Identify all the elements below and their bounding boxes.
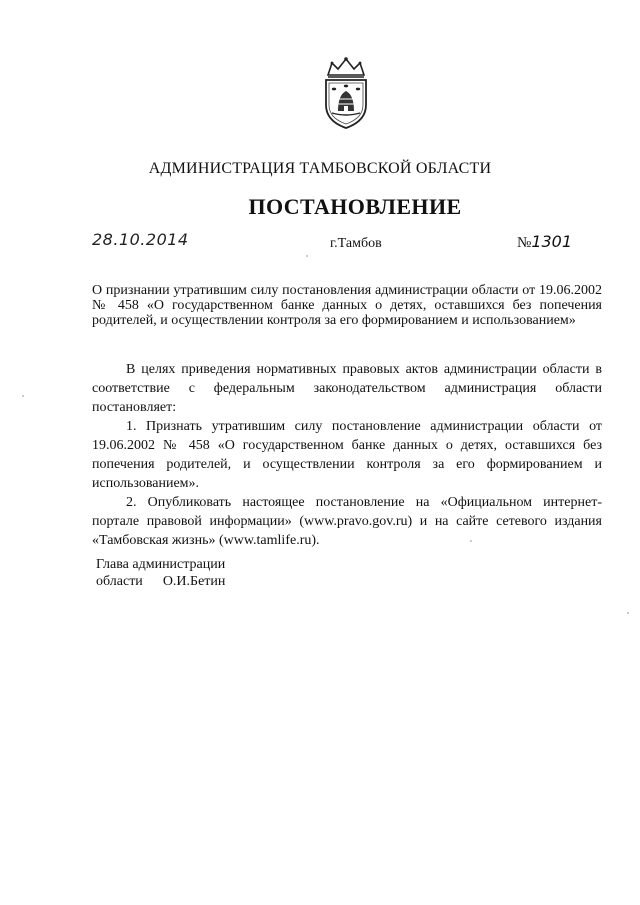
document-type-title: ПОСТАНОВЛЕНИЕ [248, 194, 462, 219]
body-item-1: 1. Признать утратившим силу постановление администрации области от 19.06.2002 № 458 «О государственном банке данных о детях, оставшихся без попечения родителей, и осуществлении контроля за его формированием и использованием». [92, 419, 602, 491]
scan-speck [627, 612, 629, 614]
document-subject: О признании утратившим силу постановления администрации области от 19.06.2002 № 458 «О государственном банке данных о детях, оставшихся без попечения родителей, и осуществлении контроля за его формированием и использованием» [92, 283, 602, 328]
organization-title: АДМИНИСТРАЦИЯ ТАМБОВСКОЙ ОБЛАСТИ [148, 160, 492, 177]
document-body [92, 360, 602, 550]
signature-block [96, 556, 225, 590]
scan-speck [470, 540, 472, 542]
coat-of-arms-icon [318, 55, 374, 131]
document-date: 28.10.2014 [92, 230, 189, 249]
signature-title-line2: области [96, 574, 143, 589]
document-city: г.Тамбов [330, 236, 382, 251]
signature-name: О.И.Бетин [162, 574, 226, 589]
signature-title-line1: Глава администрации [96, 557, 226, 572]
scan-speck [22, 395, 24, 397]
number-value: 1301 [531, 232, 573, 251]
scan-speck [306, 255, 308, 257]
body-item-2: 2. Опубликовать настоящее постановление на «Официальном интернет-портале правовой информации» (www.pravo.gov.ru) и на сайте сетевого издания «Тамбовская жизнь» (www.tamlife.ru). [92, 495, 602, 548]
body-intro: В целях приведения нормативных правовых актов администрации области в соответствие с федеральным законодательством администрация области постановляет: [92, 362, 602, 415]
document-number [517, 232, 572, 252]
number-prefix: № [517, 235, 532, 251]
